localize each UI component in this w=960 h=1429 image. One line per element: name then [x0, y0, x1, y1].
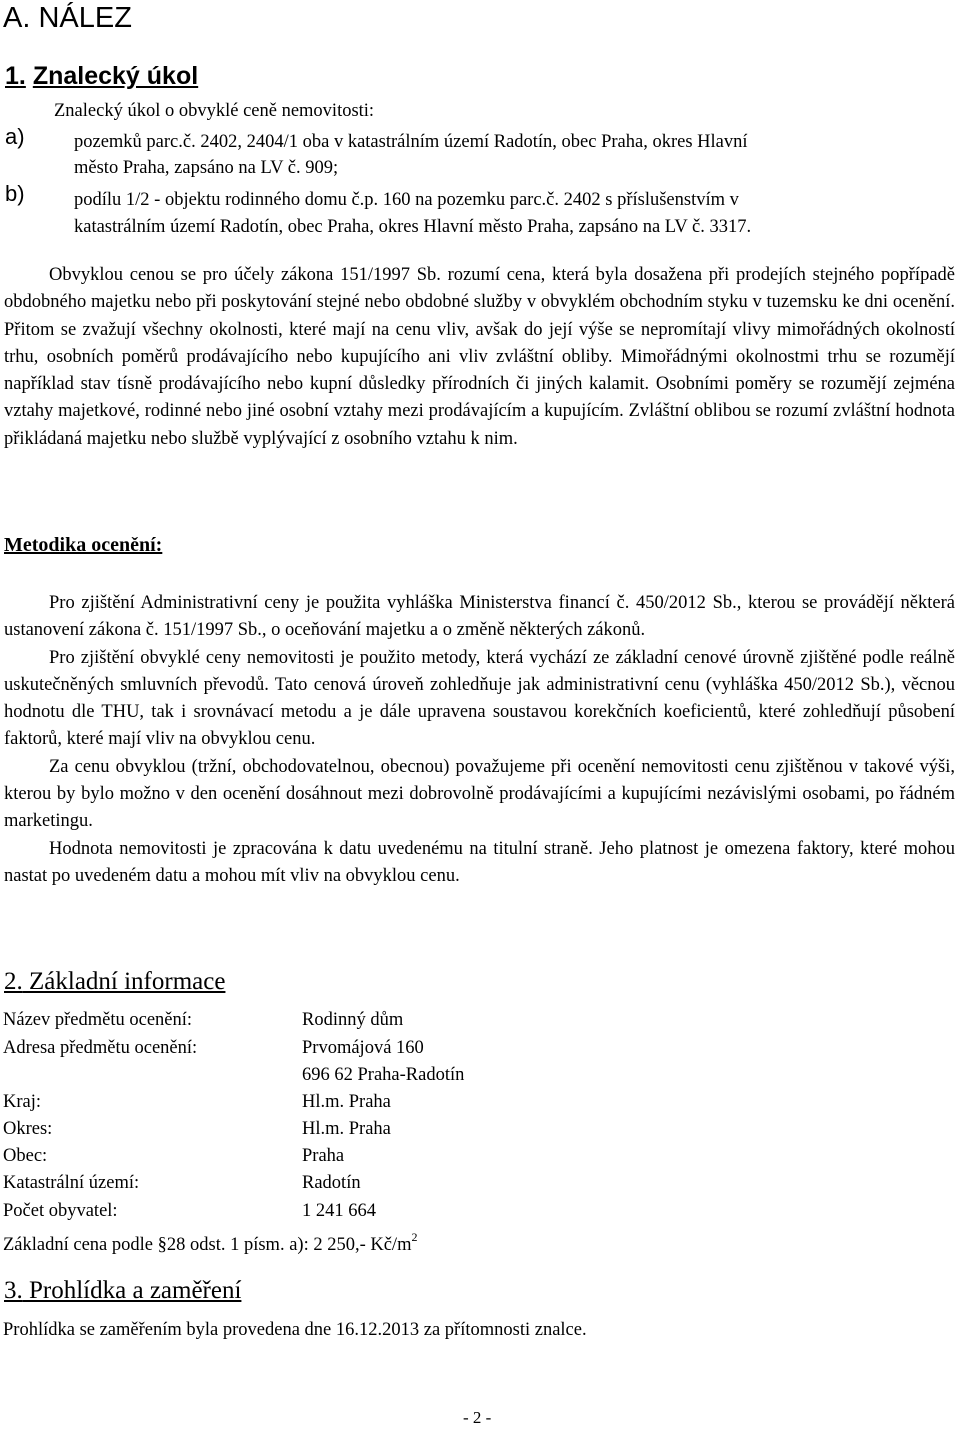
superscript: 2 — [411, 1230, 418, 1244]
info-value: 1 241 664 — [302, 1201, 376, 1221]
methodology-paragraph: Pro zjištění obvyklé ceny nemovitosti je použito metody, která vychází ze základní cenové úrovně zjištěné podle reálně uskutečněných smluvních převodů. Tato cenová úroveň zohledňuje jak administrativní cenu (vyhláška 450/2012 Sb.), věcnou hodnotu dle THU, tak i srovnávací metodu a je dále upravena soustavou korekčních koeficientů, které zohledňují působení faktorů, které mají vliv na obvyklou cenu. — [4, 647, 955, 750]
section-sign: § — [157, 1235, 167, 1256]
item-b-line2: katastrálním území Radotín, obec Praha, okres Hlavní město Praha, zapsáno na LV č. 3317. — [74, 217, 752, 237]
base-price-label: Základní cena podle — [3, 1235, 153, 1256]
section-1-title: Znalecký úkol — [32, 62, 199, 90]
info-label: Adresa předmětu ocenění: — [3, 1038, 198, 1058]
info-value: 696 62 Praha-Radotín — [302, 1065, 465, 1085]
section-2-number: 2. — [4, 968, 23, 995]
info-value: Radotín — [302, 1173, 361, 1193]
methodology-paragraph: Hodnota nemovitosti je zpracována k datu uvedenému na titulní straně. Jeho platnost je omezena faktory, které mohou nastat po uvedeném datu a mohou mít vliv na obvyklou cenu. — [4, 838, 955, 886]
info-value: Hl.m. Praha — [302, 1092, 391, 1112]
info-label: Katastrální území: — [3, 1173, 140, 1193]
methodology-heading: Metodika ocenění: — [4, 534, 163, 556]
main-heading: A. NÁLEZ — [3, 2, 132, 34]
item-a-marker: a) — [5, 124, 25, 149]
methodology-paragraph: Pro zjištění Administrativní ceny je použita vyhláška Ministerstva financí č. 450/2012 Sb., kterou se provádějí některá ustanovení zákona č. 151/1997 Sb., o oceňování majetku a o změně některých zákonů. — [4, 593, 955, 641]
info-value: Hl.m. Praha — [302, 1119, 391, 1139]
base-price-value: 28 odst. 1 písm. a): 2 250,- Kč/m — [166, 1235, 412, 1256]
inspection-text: Prohlídka se zaměřením byla provedena dne 16.12.2013 za přítomnosti znalce. — [3, 1320, 587, 1340]
item-a-line2: město Praha, zapsáno na LV č. 909; — [74, 158, 339, 178]
section-1-number: 1. — [5, 62, 26, 90]
base-price-line — [3, 1225, 417, 1259]
market-price-definition: Obvyklou cenou se pro účely zákona 151/1997 Sb. rozumí cena, která byla dosažena při prodejích stejného popřípadě obdobného majetku nebo při poskytování stejné nebo obdobné služby v obvyklém obchodním styku v tuzemsku ke dni ocenění. Přitom se zvažují všechny okolnosti, které mají na cenu vliv, avšak do její výše se nepromítají vlivy mimořádných okolností trhu, osobních poměrů prodávajícího nebo kupujícího ani vliv zvláštní obliby. Mimořádnými okolnostmi trhu se rozumějí například stav tísně prodávajícího nebo kupní důsledky přírodních či jiných kalamit. Osobními poměry se rozumějí zejména vztahy majetkové, rodinné nebo jiné osobní vztahy mezi prodávajícím a kupujícím. Zvláštní oblibou se rozumí zvláštní hodnota přikládaná majetku nebo službě vyplývající z osobního vztahu k nim. — [4, 265, 955, 449]
task-intro: Znalecký úkol o obvyklé ceně nemovitosti: — [54, 101, 375, 121]
item-b-line1: podílu 1/2 - objektu rodinného domu č.p. 160 na pozemku parc.č. 2402 s příslušenstvím v — [74, 190, 739, 210]
methodology-paragraph: Za cenu obvyklou (tržní, obchodovatelnou, obecnou) považujeme při ocenění nemovitosti cenu zjištěnou v takové výši, kterou by bylo možno v den ocenění dosáhnout mezi dobrovolně prodávajícími a kupujícími nezávislými osobami, po řádném marketingu. — [4, 756, 955, 832]
info-value: Rodinný dům — [302, 1010, 404, 1030]
section-3-title: Prohlídka a zaměření — [29, 1277, 242, 1304]
info-value: Prvomájová 160 — [302, 1038, 424, 1058]
info-value: Praha — [302, 1146, 345, 1166]
methodology-text — [4, 590, 955, 890]
section-2-heading — [4, 968, 225, 996]
section-1-heading — [5, 62, 198, 91]
info-label: Kraj: — [3, 1092, 42, 1112]
item-a-line1: pozemků parc.č. 2402, 2404/1 oba v katastrálním území Radotín, obec Praha, okres Hlavní — [74, 132, 748, 152]
section-2-title: Základní informace — [29, 968, 226, 995]
info-label: Počet obyvatel: — [3, 1201, 118, 1221]
section-3-number: 3. — [4, 1277, 23, 1304]
info-label: Obec: — [3, 1146, 48, 1166]
info-label: Okres: — [3, 1119, 53, 1139]
info-label: Název předmětu ocenění: — [3, 1010, 193, 1030]
section-3-heading — [4, 1277, 241, 1305]
item-b-marker: b) — [5, 181, 25, 206]
page-number: - 2 - — [463, 1408, 492, 1427]
